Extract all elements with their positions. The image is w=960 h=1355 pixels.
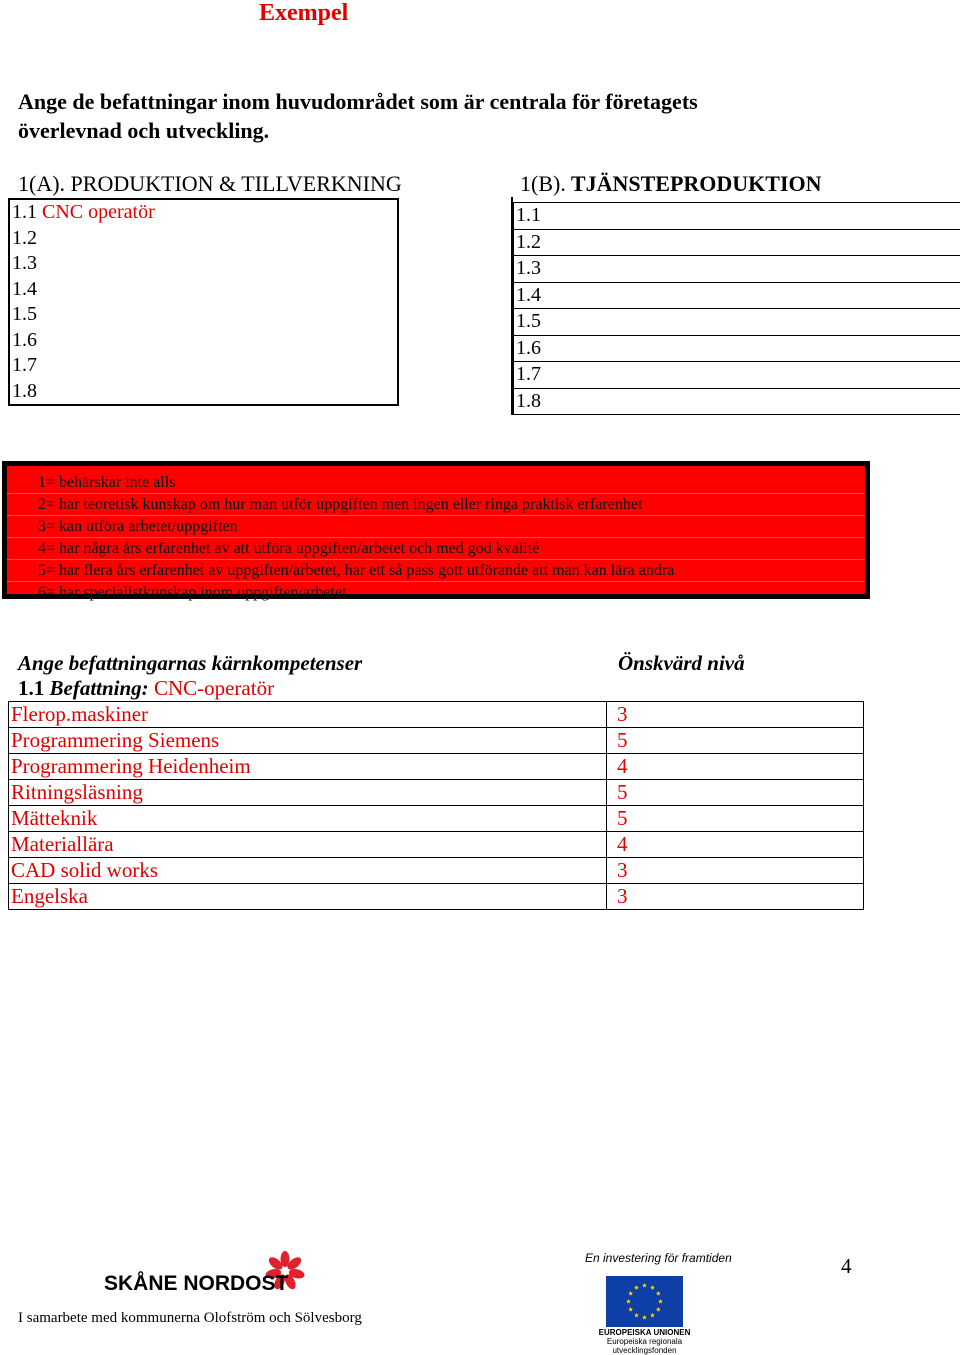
section-b-cell[interactable] — [514, 335, 960, 362]
competence-name[interactable]: Programmering Siemens — [9, 728, 607, 754]
row-number: 1.6 — [12, 329, 37, 351]
legend-line-2: 2= har teoretisk kunskap om hur man utför uppgiften men ingen eller ringa praktisk erfarenhet — [7, 494, 865, 516]
competence-name[interactable]: Mätteknik — [9, 806, 607, 832]
level-legend — [2, 461, 870, 599]
section-b-cell[interactable] — [514, 362, 960, 389]
row-number: 1.2 — [12, 227, 37, 249]
table-row — [9, 884, 864, 910]
row-number: 1.1 — [516, 204, 541, 226]
skane-nordost-logo — [104, 1250, 304, 1298]
position-value: CNC-operatör — [154, 676, 274, 700]
table-row — [9, 328, 398, 354]
section-b-cell[interactable] — [514, 229, 960, 256]
section-a-cell[interactable] — [9, 328, 398, 354]
position-line — [18, 676, 274, 701]
legend-line-3: 3= kan utföra arbetet/uppgiften — [7, 516, 865, 538]
table-row — [9, 302, 398, 328]
legend-line-6: 6= har specialistkunskap inom uppgiften/arbetet — [7, 582, 865, 603]
eu-caption-line-2: Europeiska regionala — [596, 1337, 693, 1346]
section-b-cell[interactable] — [514, 309, 960, 336]
eu-caption-line-3: utvecklingsfonden — [596, 1346, 693, 1355]
competence-level[interactable]: 4 — [607, 754, 864, 780]
table-row — [9, 251, 398, 277]
competence-level[interactable]: 3 — [607, 858, 864, 884]
eu-tagline: En investering för framtiden — [585, 1251, 732, 1265]
competence-level[interactable]: 5 — [607, 728, 864, 754]
table-row — [9, 379, 398, 406]
section-a-cell[interactable] — [9, 199, 398, 226]
competence-header: Ange befattningarnas kärnkompetenser — [18, 651, 362, 676]
table-row — [9, 702, 864, 728]
table-row — [514, 335, 960, 362]
table-row — [9, 858, 864, 884]
competence-name[interactable]: Ritningsläsning — [9, 780, 607, 806]
row-number: 1.5 — [516, 310, 541, 332]
section-b-cell[interactable] — [514, 388, 960, 415]
page-heading: Exempel — [259, 0, 348, 27]
table-row — [9, 806, 864, 832]
row-number: 1.6 — [516, 337, 541, 359]
row-number: 1.2 — [516, 231, 541, 253]
legend-line-1: 1= behärskar inte alls — [7, 472, 865, 494]
row-number: 1.4 — [12, 278, 37, 300]
section-b-title: TJÄNSTEPRODUKTION — [566, 171, 822, 196]
section-a-cell[interactable] — [9, 353, 398, 379]
position-name: CNC operatör — [42, 201, 155, 223]
position-label: Befattning: — [50, 676, 149, 700]
desired-level-header: Önskvärd nivå — [618, 651, 745, 676]
table-row — [9, 780, 864, 806]
competence-table — [8, 701, 864, 910]
legend-line-4: 4= har några års erfarenhet av att utföra uppgiften/arbetet och med god kvalité — [7, 538, 865, 560]
table-row — [514, 309, 960, 336]
section-a-cell[interactable] — [9, 277, 398, 303]
section-a-cell[interactable] — [9, 302, 398, 328]
section-a-table — [8, 198, 399, 406]
table-row — [514, 282, 960, 309]
competence-name[interactable]: Engelska — [9, 884, 607, 910]
legend-line-5: 5= har flera års erfarenhet av uppgiften/arbetet, har ett så pass gott utförande att man kan lära andra — [7, 560, 865, 582]
table-row — [9, 832, 864, 858]
row-number: 1.7 — [516, 363, 541, 385]
logo-wordmark: SKÅNE NORDOST — [104, 1272, 288, 1296]
row-number: 1.5 — [12, 303, 37, 325]
table-row — [9, 353, 398, 379]
section-b-table — [513, 202, 960, 415]
section-b-cell[interactable] — [514, 256, 960, 283]
competence-level[interactable]: 3 — [607, 702, 864, 728]
row-number: 1.3 — [516, 257, 541, 279]
section-a-cell[interactable] — [9, 251, 398, 277]
cooperation-text: I samarbete med kommunerna Olofström och Sölvesborg — [18, 1310, 362, 1327]
competence-name[interactable]: Flerop.maskiner — [9, 702, 607, 728]
table-row — [514, 256, 960, 283]
table-row — [9, 754, 864, 780]
row-number: 1.4 — [516, 284, 541, 306]
section-a-cell[interactable] — [9, 226, 398, 252]
competence-level[interactable]: 5 — [607, 806, 864, 832]
table-row — [9, 199, 398, 226]
competence-level[interactable]: 4 — [607, 832, 864, 858]
row-number: 1.8 — [516, 390, 541, 412]
eu-flag-icon — [606, 1276, 683, 1327]
row-number: 1.7 — [12, 354, 37, 376]
competence-level[interactable]: 5 — [607, 780, 864, 806]
section-b-cell[interactable] — [514, 203, 960, 230]
section-b-cell[interactable] — [514, 282, 960, 309]
section-b-title-prefix: 1(B). — [520, 171, 566, 196]
competence-name[interactable]: CAD solid works — [9, 858, 607, 884]
section-a-cell[interactable] — [9, 379, 398, 406]
page-number: 4 — [841, 1254, 852, 1279]
table-row — [514, 362, 960, 389]
eu-caption-line-1: EUROPEISKA UNIONEN — [596, 1328, 693, 1337]
intro-line-2: överlevnad och utveckling. — [18, 116, 698, 145]
position-number: 1.1 — [18, 676, 44, 700]
intro-text — [18, 87, 698, 145]
table-row — [9, 728, 864, 754]
eu-caption — [596, 1328, 693, 1355]
row-number: 1.8 — [12, 380, 37, 402]
row-number: 1.3 — [12, 252, 37, 274]
section-a-title: 1(A). PRODUKTION & TILLVERKNING — [18, 171, 402, 196]
intro-line-1: Ange de befattningar inom huvudområdet som är centrala för företagets — [18, 87, 698, 116]
competence-name[interactable]: Programmering Heidenheim — [9, 754, 607, 780]
table-row — [9, 226, 398, 252]
table-row — [9, 277, 398, 303]
table-row — [514, 229, 960, 256]
table-row — [514, 388, 960, 415]
row-number: 1.1 — [12, 201, 37, 223]
table-row — [514, 203, 960, 230]
competence-name[interactable]: Materiallära — [9, 832, 607, 858]
competence-level[interactable]: 3 — [607, 884, 864, 910]
